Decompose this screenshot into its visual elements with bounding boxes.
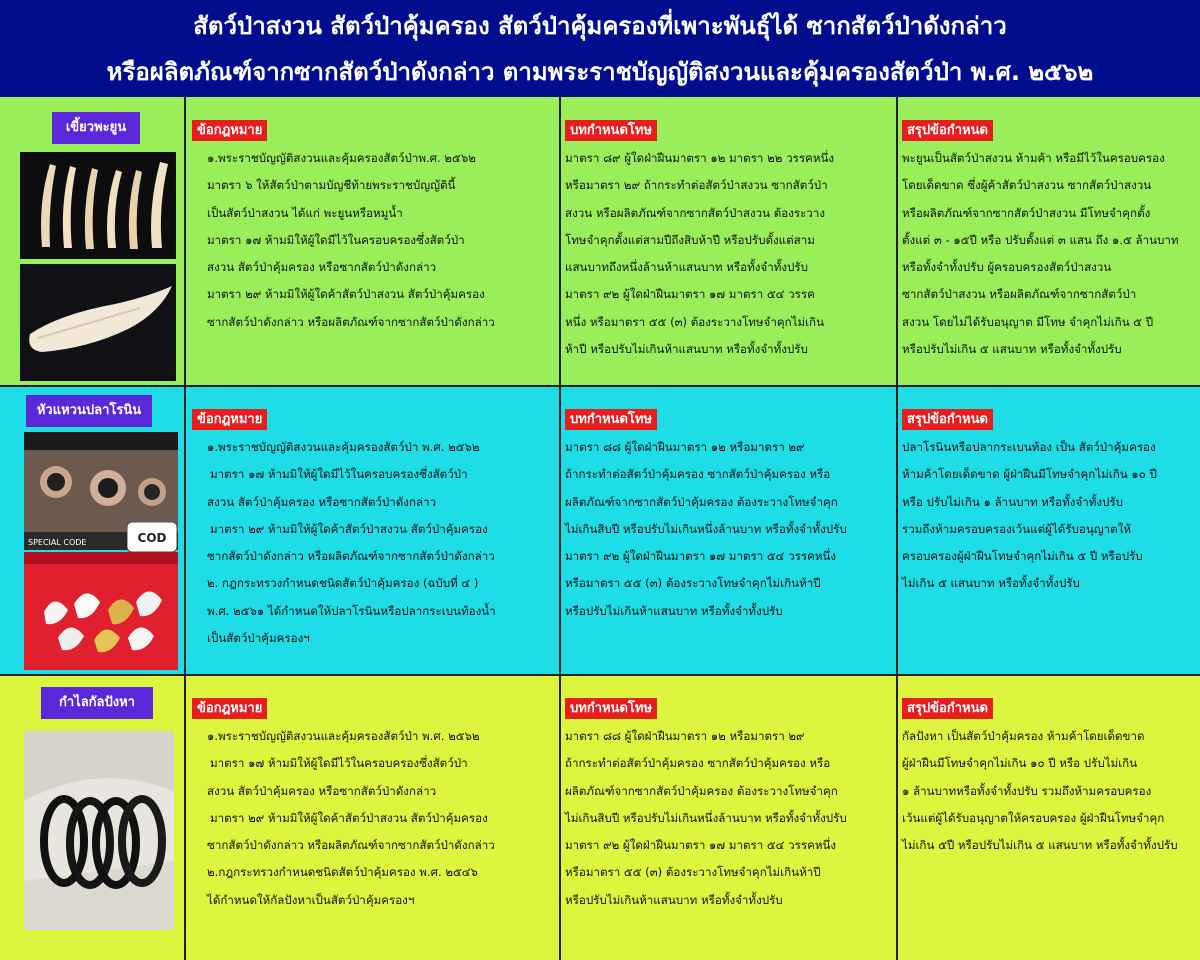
column-divider: [184, 97, 186, 960]
penalty-line: มาตรา ๘๘ ผู้ใดฝ่าฝืนมาตรา ๑๒ หรือมาตรา ๒๙: [565, 729, 805, 743]
summary-line: หรือทั้งจำทั้งปรับ ผู้ครอบครองสัตว์ป่าสงวน: [902, 260, 1112, 275]
column-divider: [896, 97, 898, 960]
summary-text: [902, 723, 1200, 859]
law-line: มาตรา ๖ ให้สัตว์ป่าตามบัญชีท้ายพระราชบัญญัตินี้: [207, 178, 456, 193]
summary-label: สรุปข้อกำหนด: [902, 409, 993, 430]
black-coral-bracelets-photo: [24, 731, 174, 930]
summary-line: สงวน โดยไม่ได้รับอนุญาต มีโทษ จำคุกไม่เกิน ๕ ปี: [902, 314, 1154, 329]
item-column: [0, 386, 183, 675]
column-divider: [559, 97, 561, 960]
cod-text: COD: [137, 531, 167, 545]
penalty-line: หนึ่ง หรือมาตรา ๕๕ (๓) ต้องระวางโทษจำคุกไม่เกิน: [565, 314, 825, 329]
law-column: [186, 386, 559, 675]
summary-column: [899, 97, 1200, 386]
law-line: มาตรา ๑๗ ห้ามมิให้ผู้ใดมีไว้ในครอบครองซึ่งสัตว์ป่า: [210, 467, 468, 482]
penalty-line: มาตรา ๘๙ ผู้ใดฝ่าฝืนมาตรา ๑๒ มาตรา ๒๒ วรรคหนึ่ง: [565, 151, 835, 165]
law-line: ๑.พระราชบัญญัติสงวนและคุ้มครองสัตว์ป่า พ.ศ. ๒๕๖๒: [207, 440, 480, 454]
law-line: สงวน สัตว์ป่าคุ้มครอง หรือซากสัตว์ป่าดังกล่าว: [207, 783, 437, 798]
summary-column: [899, 675, 1200, 960]
summary-line: ผู้ฝ่าฝืนมีโทษจำคุกไม่เกิน ๑๐ ปี หรือ ปรับไม่เกิน: [902, 756, 1138, 771]
summary-text: [902, 145, 1200, 363]
penalty-line: ถ้ากระทำต่อสัตว์ป่าคุ้มครอง ซากสัตว์ป่าคุ้มครอง หรือ: [565, 756, 831, 771]
ray-ring-heads-photo: [24, 552, 178, 670]
summary-line: พะยูนเป็นสัตว์ป่าสงวน ห้ามค้า หรือมีไว้ในครอบครอง: [902, 151, 1165, 165]
penalty-column: [562, 386, 896, 675]
row-dugong-tusk: [0, 97, 1200, 386]
summary-line: ๑ ล้านบาทหรือทั้งจำทั้งปรับ รวมถึงห้ามครอบครอง: [902, 783, 1152, 798]
summary-line: ครอบครองผู้ฝ่าฝืนโทษจำคุกไม่เกิน ๕ ปี หรือปรับ: [902, 549, 1143, 564]
penalty-label: บทกำหนดโทษ: [565, 698, 657, 719]
law-line: ซากสัตว์ป่าดังกล่าว หรือผลิตภัณฑ์จากซากสัตว์ป่าดังกล่าว: [207, 549, 495, 564]
penalty-line: มาตรา ๘๘ ผู้ใดฝ่าฝืนมาตรา ๑๒ หรือมาตรา ๒๙: [565, 440, 805, 454]
summary-line: โดยเด็ดขาด ซึ่งผู้ค้าสัตว์ป่าสงวน ซากสัตว์ป่าสงวน: [902, 178, 1152, 193]
law-text: [192, 434, 559, 652]
penalty-line: ผลิตภัณฑ์จากซากสัตว์ป่าคุ้มครอง ต้องระวางโทษจำคุก: [565, 494, 838, 509]
penalty-line: ถ้ากระทำต่อสัตว์ป่าคุ้มครอง ซากสัตว์ป่าคุ้มครอง หรือ: [565, 467, 831, 482]
law-line: พ.ศ. ๒๕๖๑ ได้กำหนดให้ปลาโรนินหรือปลากระเบนท้องน้ำ: [207, 603, 496, 618]
penalty-line: ไม่เกินสิบปี หรือปรับไม่เกินหนึ่งล้านบาท หรือทั้งจำทั้งปรับ: [565, 810, 847, 825]
law-column: [186, 675, 559, 960]
penalty-text: [565, 723, 896, 914]
header-title-line-2: หรือผลิตภัณฑ์จากซากสัตว์ป่าดังกล่าว ตามพระราชบัญญัติสงวนและคุ้มครองสัตว์ป่า พ.ศ. ๒๕๖๒: [106, 58, 1094, 86]
summary-line: ไม่เกิน ๕ปี หรือปรับไม่เกิน ๕ แสนบาท หรือทั้งจำทั้งปรับ: [902, 838, 1178, 853]
penalty-line: ไม่เกินสิบปี หรือปรับไม่เกินหนึ่งล้านบาท หรือทั้งจำทั้งปรับ: [565, 521, 847, 536]
penalty-line: โทษจำคุกตั้งแต่สามปีถึงสิบห้าปี หรือปรับตั้งแต่สาม: [565, 232, 815, 247]
summary-line: กัลปังหา เป็นสัตว์ป่าคุ้มครอง ห้ามค้าโดยเด็ดขาด: [902, 729, 1145, 743]
row-ray-ring: [0, 386, 1200, 675]
law-line: สงวน สัตว์ป่าคุ้มครอง หรือซากสัตว์ป่าดังกล่าว: [207, 260, 437, 275]
law-line: มาตรา ๒๙ ห้ามมิให้ผู้ใดค้าสัตว์ป่าสงวน สัตว์ป่าคุ้มครอง: [210, 521, 488, 536]
item-name-tag: กำไลกัลปังหา: [41, 687, 153, 719]
penalty-line: มาตรา ๙๒ ผู้ใดฝ่าฝืนมาตรา ๑๗ มาตรา ๕๔ วรรคหนึ่ง: [565, 838, 837, 853]
penalty-line: หรือมาตรา ๕๕ (๓) ต้องระวางโทษจำคุกไม่เกินห้าปี: [565, 576, 821, 591]
law-line: มาตรา ๑๗ ห้ามมิให้ผู้ใดมีไว้ในครอบครองซึ่งสัตว์ป่า: [210, 756, 468, 771]
summary-line: ห้ามค้าโดยเด็ดขาด ผู้ฝ่าฝืนมีโทษจำคุกไม่เกิน ๑๐ ปี: [902, 467, 1157, 482]
law-label: ข้อกฎหมาย: [192, 120, 267, 141]
law-line: เป็นสัตว์ป่าสงวน ได้แก่ พะยูนหรือหมูน้ำ: [207, 205, 403, 220]
item-column: [0, 97, 183, 386]
summary-line: หรือปรับไม่เกิน ๕ แสนบาท หรือทั้งจำทั้งปรับ: [902, 342, 1122, 357]
summary-label: สรุปข้อกำหนด: [902, 698, 993, 719]
dugong-tusks-image: [20, 152, 176, 259]
penalty-column: [562, 675, 896, 960]
summary-line: เว้นแต่ผู้ได้รับอนุญาตให้ครอบครอง ผู้ฝ่าฝืนโทษจำคุก: [902, 810, 1165, 825]
penalty-line: สงวน หรือผลิตภัณฑ์จากซากสัตว์ป่าสงวน ต้องระวาง: [565, 205, 825, 220]
law-line: ๑.พระราชบัญญัติสงวนและคุ้มครองสัตว์ป่า พ.ศ. ๒๕๖๒: [207, 729, 480, 743]
penalty-label: บทกำหนดโทษ: [565, 120, 657, 141]
summary-line: ตั้งแต่ ๓ - ๑๕ปี หรือ ปรับตั้งแต่ ๓ แสน ถึง ๑.๕ ล้านบาท: [902, 232, 1179, 247]
penalty-text: [565, 434, 896, 625]
law-label: ข้อกฎหมาย: [192, 409, 267, 430]
summary-line: หรือผลิตภัณฑ์จากซากสัตว์ป่าสงวน มีโทษจำคุกตั้ง: [902, 205, 1151, 220]
law-line: ๒. กฎกระทรวงกำหนดชนิดสัตว์ป่าคุ้มครอง (ฉบับที่ ๔ ): [207, 576, 479, 591]
law-line: เป็นสัตว์ป่าคุ้มครองฯ: [207, 631, 310, 646]
penalty-column: [562, 97, 896, 386]
penalty-label: บทกำหนดโทษ: [565, 409, 657, 430]
summary-label: สรุปข้อกำหนด: [902, 120, 993, 141]
special-code-text: SPECIAL CODE: [28, 538, 87, 547]
summary-line: ไม่เกิน ๕ แสนบาท หรือทั้งจำทั้งปรับ: [902, 576, 1080, 591]
law-line: สงวน สัตว์ป่าคุ้มครอง หรือซากสัตว์ป่าดังกล่าว: [207, 494, 437, 509]
law-text: [192, 723, 559, 914]
penalty-line: แสนบาทถึงหนึ่งล้านห้าแสนบาท หรือทั้งจำทั้งปรับ: [565, 260, 808, 275]
summary-line: ซากสัตว์ป่าสงวน หรือผลิตภัณฑ์จากซากสัตว์ป่า: [902, 287, 1137, 302]
page-header: [0, 0, 1200, 97]
law-line: ได้กำหนดให้กัลปังหาเป็นสัตว์ป่าคุ้มครองฯ: [207, 892, 415, 907]
penalty-line: มาตรา ๙๒ ผู้ใดฝ่าฝืนมาตรา ๑๗ มาตรา ๕๔ วรรค: [565, 287, 815, 302]
law-line: มาตรา ๒๙ ห้ามมิให้ผู้ใดค้าสัตว์ป่าสงวน สัตว์ป่าคุ้มครอง: [207, 287, 485, 302]
law-line: ซากสัตว์ป่าดังกล่าว หรือผลิตภัณฑ์จากซากสัตว์ป่าดังกล่าว: [207, 314, 495, 329]
penalty-line: ห้าปี หรือปรับไม่เกินห้าแสนบาท หรือทั้งจำทั้งปรับ: [565, 342, 808, 357]
row-black-coral: [0, 675, 1200, 960]
penalty-line: หรือมาตรา ๒๙ ถ้ากระทำต่อสัตว์ป่าสงวน ซากสัตว์ป่า: [565, 178, 828, 193]
summary-line: ปลาโรนินหรือปลากระเบนท้อง เป็น สัตว์ป่าคุ้มครอง: [902, 440, 1156, 454]
law-line: มาตรา ๒๙ ห้ามมิให้ผู้ใดค้าสัตว์ป่าสงวน สัตว์ป่าคุ้มครอง: [210, 810, 488, 825]
law-column: [186, 97, 559, 386]
item-column: [0, 675, 183, 960]
item-name-tag: เขี้ยวพะยูน: [52, 112, 140, 144]
law-text: [192, 145, 559, 336]
penalty-line: หรือปรับไม่เกินห้าแสนบาท หรือทั้งจำทั้งปรับ: [565, 892, 783, 907]
law-label: ข้อกฎหมาย: [192, 698, 267, 719]
penalty-text: [565, 145, 896, 363]
row-divider: [0, 385, 1200, 387]
law-line: ซากสัตว์ป่าดังกล่าว หรือผลิตภัณฑ์จากซากสัตว์ป่าดังกล่าว: [207, 838, 495, 853]
penalty-line: หรือปรับไม่เกินห้าแสนบาท หรือทั้งจำทั้งปรับ: [565, 603, 783, 618]
cod-badge: [127, 522, 177, 552]
row-divider: [0, 674, 1200, 676]
penalty-line: ผลิตภัณฑ์จากซากสัตว์ป่าคุ้มครอง ต้องระวางโทษจำคุก: [565, 783, 838, 798]
header-title-line-1: สัตว์ป่าสงวน สัตว์ป่าคุ้มครอง สัตว์ป่าคุ้มครองที่เพาะพันธุ์ได้ ซากสัตว์ป่าดังกล่าว: [193, 12, 1007, 40]
summary-text: [902, 434, 1200, 598]
law-line: ๑.พระราชบัญญัติสงวนและคุ้มครองสัตว์ป่าพ.ศ. ๒๕๖๒: [207, 151, 476, 165]
summary-column: [899, 386, 1200, 675]
item-name-tag: หัวแหวนปลาโรนิน: [26, 395, 152, 427]
dugong-tusk-image: [20, 264, 176, 381]
law-line: ๒.กฎกระทรวงกำหนดชนิดสัตว์ป่าคุ้มครอง พ.ศ. ๒๕๔๖: [207, 865, 478, 880]
penalty-line: มาตรา ๙๒ ผู้ใดฝ่าฝืนมาตรา ๑๗ มาตรา ๕๔ วรรคหนึ่ง: [565, 549, 837, 564]
summary-line: หรือ ปรับไม่เกิน ๑ ล้านบาท หรือทั้งจำทั้งปรับ: [902, 494, 1124, 509]
summary-line: รวมถึงห้ามครอบครองเว้นแต่ผู้ได้รับอนุญาตให้: [902, 521, 1132, 536]
law-line: มาตรา ๑๗ ห้ามมิให้ผู้ใดมีไว้ในครอบครองซึ่งสัตว์ป่า: [207, 232, 465, 247]
penalty-line: หรือมาตรา ๕๕ (๓) ต้องระวางโทษจำคุกไม่เกินห้าปี: [565, 865, 821, 880]
